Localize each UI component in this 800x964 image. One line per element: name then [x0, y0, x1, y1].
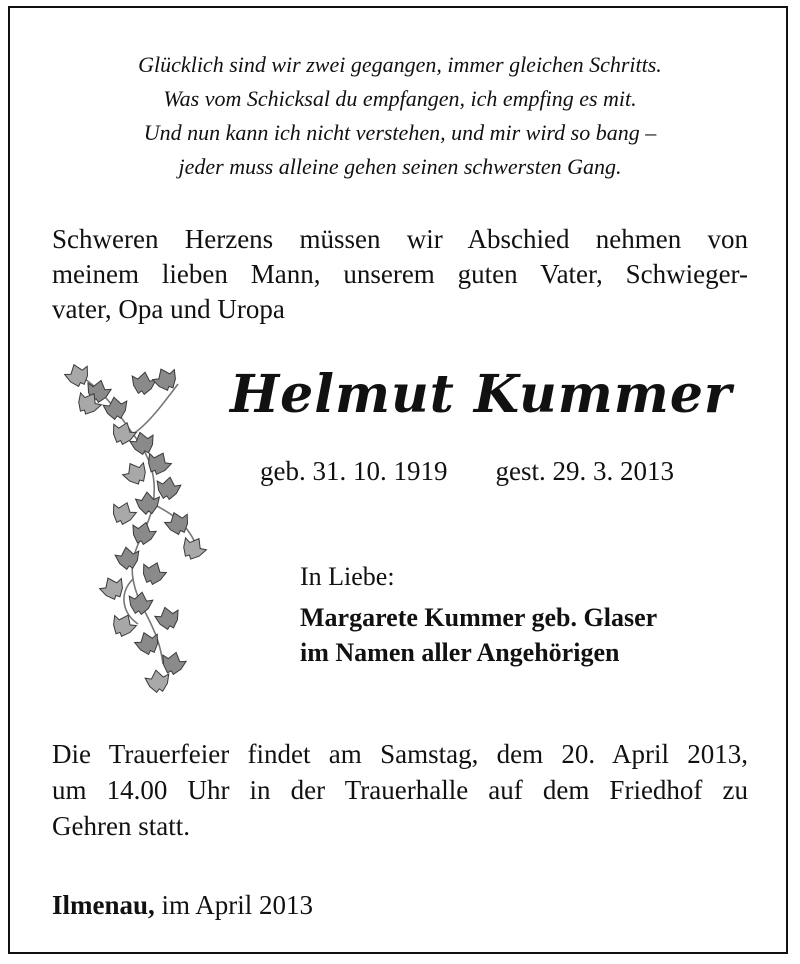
- ivy-leaf: [108, 610, 139, 640]
- ivy-leaf: [135, 491, 161, 515]
- ivy-leaf: [129, 519, 158, 546]
- poem: [10, 48, 790, 184]
- intro-line: Schweren Herzens müssen wir Abschied nehmen von: [52, 224, 748, 254]
- ivy-leaf: [138, 559, 168, 588]
- birth-date: geb. 31. 10. 1919: [260, 456, 448, 486]
- ivy-leaf: [159, 649, 188, 676]
- ivy-leaf: [150, 364, 181, 394]
- funeral-line: um 14.00 Uhr in der Trauerhalle auf dem Friedhof zu: [52, 775, 748, 805]
- life-dates: [260, 456, 674, 487]
- poem-line: Glücklich sind wir zwei gegangen, immer gleichen Schritts.: [138, 52, 662, 77]
- ivy-leaf: [163, 509, 193, 538]
- ivy-leaf: [153, 604, 182, 631]
- ivy-leaf: [108, 499, 138, 528]
- mourners-label: In Liebe:: [300, 562, 395, 591]
- death-date: gest. 29. 3. 2013: [495, 456, 674, 486]
- poem-line: Was vom Schicksal du empfangen, ich empfing es mit.: [163, 86, 637, 111]
- intro-line: meinem lieben Mann, unserem guten Vater, Schwieger-: [52, 259, 748, 289]
- intro-line: vater, Opa und Uropa: [52, 294, 285, 324]
- intro-text: [52, 222, 748, 327]
- ivy-leaf: [178, 533, 210, 564]
- poem-line: Und nun kann ich nicht verstehen, und mir wird so bang –: [143, 120, 657, 145]
- ivy-leaf: [114, 545, 141, 571]
- mourner-line: im Namen aller Angehörigen: [300, 638, 620, 667]
- mourners-names: [300, 600, 657, 670]
- funeral-line: Die Trauerfeier findet am Samstag, dem 20. April 2013,: [52, 739, 748, 769]
- funeral-info: [52, 736, 748, 844]
- mourner-line: Margarete Kummer geb. Glaser: [300, 603, 658, 632]
- ivy-leaf: [120, 458, 152, 489]
- closing-place: Ilmenau,: [52, 890, 155, 920]
- closing-date: im April 2013: [161, 890, 314, 920]
- closing-line: [52, 890, 313, 921]
- ivy-vine-icon: [48, 364, 238, 694]
- poem-line: jeder muss alleine gehen seinen schwersten Gang.: [178, 154, 622, 179]
- ivy-leaf: [126, 590, 153, 616]
- funeral-line: Gehren statt.: [52, 811, 190, 841]
- obituary-notice: [8, 6, 788, 954]
- ivy-leaf: [129, 370, 156, 396]
- deceased-name: Helmut Kummer: [230, 364, 733, 425]
